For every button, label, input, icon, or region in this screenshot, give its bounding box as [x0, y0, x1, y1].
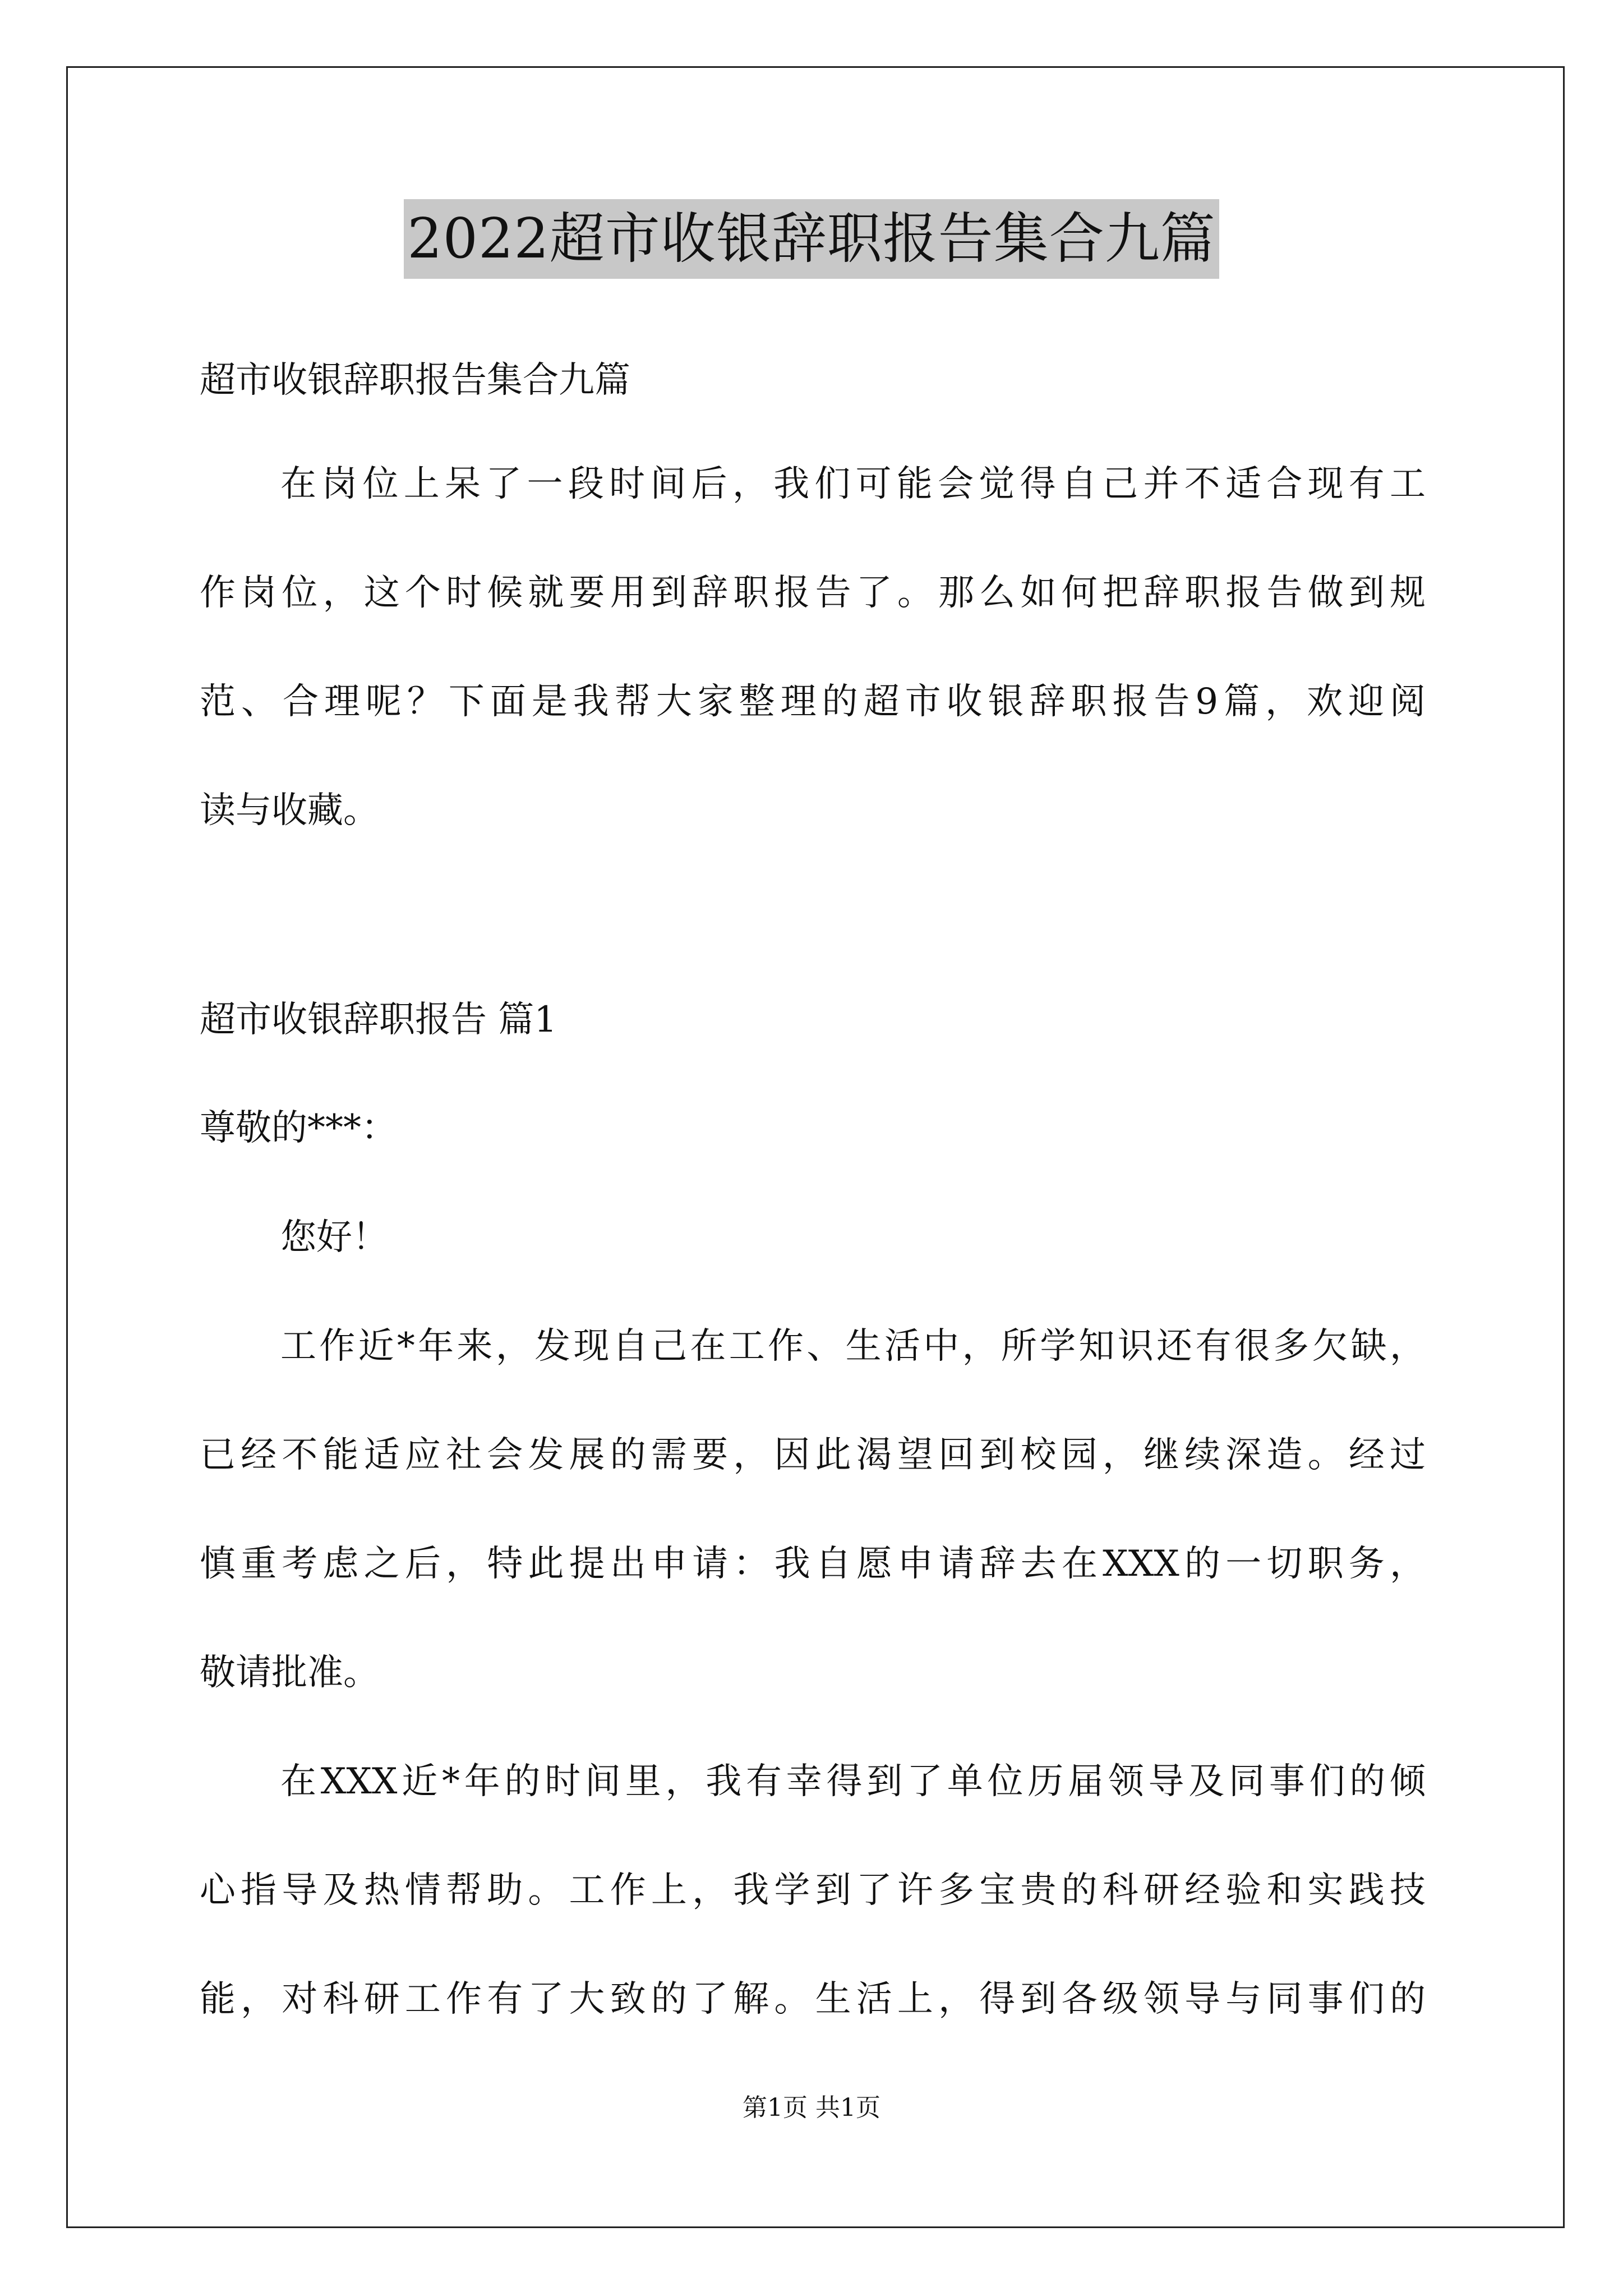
page-footer: 第1页 共1页 [743, 2093, 880, 2122]
intro-line-4: 读与收藏。 [200, 790, 379, 831]
intro-line-2: 作岗位，这个时候就要用到辞职报告了。那么如何把辞职报告做到规 [200, 572, 1426, 614]
section-heading: 超市收银辞职报告 篇1 [200, 999, 557, 1041]
title-container [0, 199, 1623, 279]
paragraph1-line-1: 工作近*年来，发现自己在工作、生活中，所学知识还有很多欠缺， [280, 1326, 1426, 1367]
paragraph2-line-1: 在XXX近*年的时间里，我有幸得到了单位历届领导及同事们的倾 [280, 1761, 1426, 1802]
paragraph2-line-2: 心指导及热情帮助。工作上，我学到了许多宝贵的科研经验和实践技 [200, 1870, 1426, 1911]
intro-line-3: 范、合理呢？下面是我帮大家整理的超市收银辞职报告9篇，欢迎阅 [200, 681, 1426, 723]
intro-line-1: 在岗位上呆了一段时间后，我们可能会觉得自己并不适合现有工 [280, 463, 1426, 505]
paragraph2-line-3: 能，对科研工作有了大致的了解。生活上，得到各级领导与同事们的 [200, 1978, 1426, 2020]
paragraph1-line-4: 敬请批准。 [200, 1652, 379, 1694]
document-title: 2022超市收银辞职报告集合九篇 [404, 199, 1219, 279]
paragraph1-line-3: 慎重考虑之后，特此提出申请：我自愿申请辞去在XXX的一切职务， [200, 1543, 1426, 1585]
salutation: 尊敬的***： [200, 1107, 397, 1149]
document-subtitle: 超市收银辞职报告集合九篇 [200, 360, 630, 401]
greeting: 您好！ [280, 1217, 388, 1258]
paragraph1-line-2: 已经不能适应社会发展的需要，因此渴望回到校园，继续深造。经过 [200, 1434, 1426, 1476]
